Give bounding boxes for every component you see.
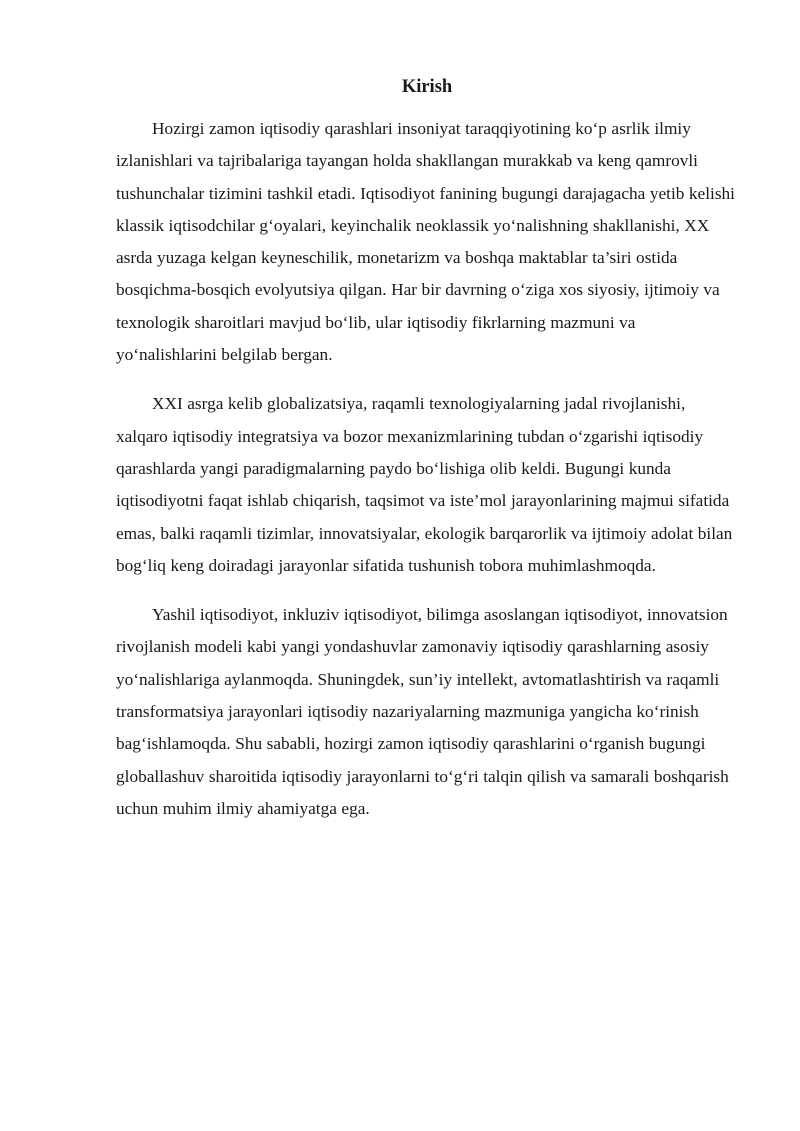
page-title: Kirish <box>401 77 453 97</box>
paragraph-2: XXI asrga kelib globalizatsiya, raqamli texnologiyalarning jadal rivojlanishi, xalqaro iqtisodiy integratsiya va bozor mexanizmlarining tubdan o‘zgarishi iqtisodiy qarashlarda yangi paradigmalarning paydo bo‘lishiga olib keldi. Bugungi kunda iqtisodiyotni faqat ishlab chiqarish, taqsimot va iste’mol jarayonlarining majmui sifatida emas, balki raqamli tizimlar, innovatsiyalar, ekologik barqarorlik va ijtimoiy adolat bilan bog‘liq keng doiradagi jarayonlar sifatida tushunish tobora muhimlashmoqda. <box>116 394 733 575</box>
paragraph-1: Hozirgi zamon iqtisodiy qarashlari insoniyat taraqqiyotining ko‘p asrlik ilmiy izlanishlari va tajribalariga tayangan holda shakllangan murakkab va keng qamrovli tushunchalar tizimini tashkil etadi. Iqtisodiyot fanining bugungi darajagacha yetib kelishi klassik iqtisodchilar g‘oyalari, keyinchalik neoklassik yo‘nalishning shakllanishi, XX asrda yuzaga kelgan keyneschilik, monetarizm va boshqa maktablar ta’siri ostida bosqichma-bosqich evolyutsiya qilgan. Har bir davrning o‘ziga xos siyosiy, ijtimoiy va texnologik sharoitlari mavjud bo‘lib, ular iqtisodiy fikrlarning mazmuni va yo‘nalishlarini belgilab bergan. <box>116 119 735 365</box>
paragraph-3: Yashil iqtisodiyot, inkluziv iqtisodiyot, bilimga asoslangan iqtisodiyot, innovatsion rivojlanish modeli kabi yangi yondashuvlar zamonaviy iqtisodiy qarashlarning asosiy yo‘nalishlariga aylanmoqda. Shuningdek, sun’iy intellekt, avtomatlashtirish va raqamli transformatsiya jarayonlari iqtisodiy nazariyalarning mazmuniga yangicha ko‘rinish bag‘ishlamoqda. Shu sababli, hozirgi zamon iqtisodiy qarashlarini o‘rganish bugungi globallashuv sharoitida iqtisodiy jarayonlarni to‘g‘ri talqin qilish va samarali boshqarish uchun muhim ilmiy ahamiyatga ega. <box>116 605 729 818</box>
